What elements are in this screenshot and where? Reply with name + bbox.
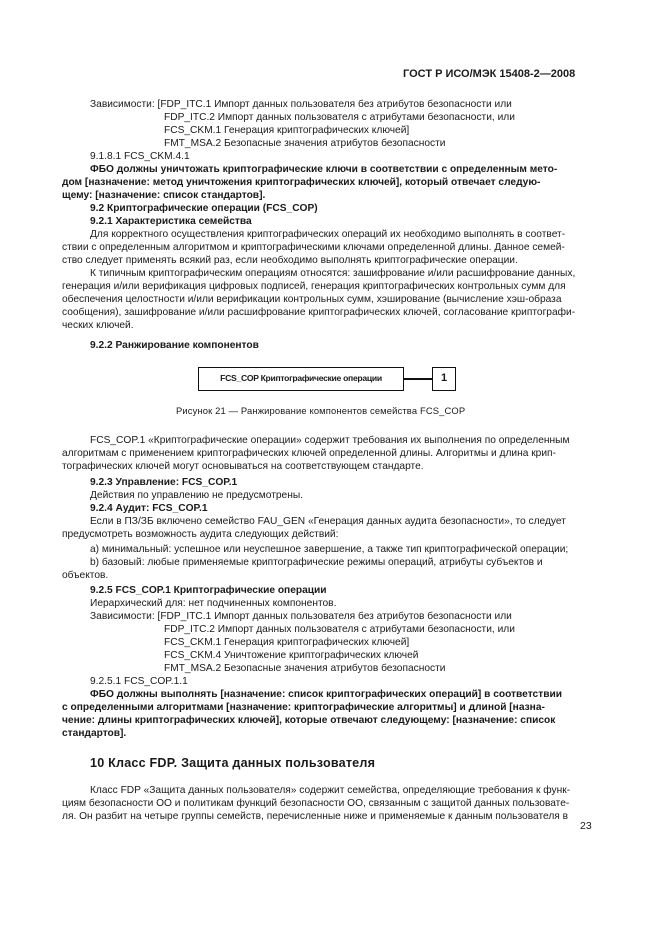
requirement-cop-1-1 [62,688,598,740]
requirement-line: чение: длины криптографических ключей], которые отвечают следующему: [назначение: список [62,715,556,727]
requirement-line: щему: [назначение: список стандартов]. [62,190,266,202]
class-fdp-intro [62,784,598,823]
subsection-title-9-2-4: 9.2.4 Аудит: FCS_COP.1 [90,503,208,514]
text-line: ство следует применять всякий раз, если необходимо выполнять криптографические операции. [62,255,518,267]
text-line: генерация и/или верификация цифровых подписей, генерация криптографических контрольных сумм для [62,281,566,293]
text-line: сообщения), зашифрование и/или расшифрование криптографических ключей, согласование криптографи- [62,307,576,319]
requirement-line: с определенными алгоритмами [назначение: криптографические алгоритмы] и длиной [назна- [62,702,545,714]
text-line: предусмотреть возможность аудита следующих действий: [62,529,339,541]
requirement-line: дом [назначение: метод уничтожения криптографических ключей], который отвечает следую- [62,177,541,189]
component-family-box: FCS_COP Криптографические операции [198,367,404,391]
leveling-connector-line [404,378,432,380]
family-characteristic-paragraph-1 [62,228,598,267]
document-header: ГОСТ Р ИСО/МЭК 15408-2—2008 [403,68,576,80]
subsection-title-9-2-3: 9.2.3 Управление: FCS_COP.1 [90,477,238,488]
dependencies-line-4: FCS_CKM.4 Уничтожение криптографических ключей [164,650,419,661]
element-id-cop-1-1: 9.2.5.1 FCS_COP.1.1 [90,676,188,687]
dependencies-line-3: FCS_CKM.1 Генерация криптографических ключей] [164,637,410,648]
hierarchical-to: Иерархический для: нет подчиненных компонентов. [90,598,337,609]
text-line: Для корректного осуществления криптографических операций их необходимо выполнять в соответ- [90,229,566,240]
text-line: FCS_COP.1 «Криптографические операции» содержит требования их выполнения по определенным [90,435,570,446]
element-id-ckm-4-1: 9.1.8.1 FCS_CKM.4.1 [90,151,190,162]
text-line: Класс FDP «Защита данных пользователя» содержит семейства, определяющие требования к функ- [90,785,571,796]
component-level-box: 1 [432,367,456,391]
text-line: ческих ключей. [62,320,134,332]
dependencies-line-1: Зависимости: [FDP_ITC.1 Импорт данных пользователя без атрибутов безопасности или [90,99,512,110]
requirement-ckm-4-1 [62,163,598,202]
text-line: ствии с определенным алгоритмом и криптографическими ключами определенной длины. Данное семей- [62,242,565,254]
section-title-10: 10 Класс FDP. Защита данных пользователя [90,756,376,770]
family-characteristic-paragraph-2 [62,267,598,332]
text-line: циям безопасности ОО и политикам функций безопасности ОО, связанным с защитой данных пользовате- [62,798,570,810]
requirement-line: ФБО должны выполнять [назначение: список криптографических операций] в соответствии [90,689,563,700]
section-title-9-2: 9.2 Криптографические операции (FCS_COP) [90,203,318,214]
figure-caption: Рисунок 21 — Ранжирование компонентов семейства FCS_COP [176,405,466,416]
page-number: 23 [580,820,592,832]
audit-minimal: a) минимальный: успешное или неуспешное завершение, а также тип криптографической операции; [90,544,569,555]
dependencies-line-3: FCS_CKM.1 Генерация криптографических ключей] [164,125,410,136]
fcs-cop-1-description [62,434,598,473]
requirement-line: ФБО должны уничтожать криптографические ключи в соответствии с определенным мето- [90,164,558,175]
text-line: b) базовый: любые применяемые криптографические режимы операций, атрибуты субъектов и [90,557,543,568]
dependencies-line-5: FMT_MSA.2 Безопасные значения атрибутов безопасности [164,663,446,674]
text-line: Если в ПЗ/ЗБ включено семейство FAU_GEN «Генерация данных аудита безопасности», то следует [90,516,566,527]
audit-basic [62,556,598,582]
requirement-line: стандартов]. [62,728,127,740]
subsection-title-9-2-1: 9.2.1 Характеристика семейства [90,216,252,227]
text-line: обеспечения целостности и/или верификации контрольных сумм, хэширование (вычисление хэш-образа [62,294,562,306]
audit-paragraph [62,515,598,541]
dependencies-line-4: FMT_MSA.2 Безопасные значения атрибутов безопасности [164,138,446,149]
text-line: объектов. [62,570,109,582]
text-line: К типичным криптографическим операциям относятся: зашифрование и/или расшифрование данных, [90,268,576,279]
dependencies-line-2: FDP_ITC.2 Импорт данных пользователя с атрибутами безопасности, или [164,624,515,635]
text-line: тографических ключей могут основываться на соответствующем стандарте. [62,461,424,473]
management-text: Действия по управлению не предусмотрены. [90,490,303,501]
subsection-title-9-2-2: 9.2.2 Ранжирование компонентов [90,340,259,351]
text-line: ля. Он разбит на четыре группы семейств, перечисленные ниже и применяемые к данным пользователя в [62,811,569,823]
dependencies-line-2: FDP_ITC.2 Импорт данных пользователя с атрибутами безопасности, или [164,112,515,123]
subsection-title-9-2-5: 9.2.5 FCS_COP.1 Криптографические операции [90,585,327,596]
dependencies-line-1: Зависимости: [FDP_ITC.1 Импорт данных пользователя без атрибутов безопасности или [90,611,512,622]
text-line: алгоритмам с применением криптографических ключей определенной длины. Алгоритмы и длина крип- [62,448,556,460]
